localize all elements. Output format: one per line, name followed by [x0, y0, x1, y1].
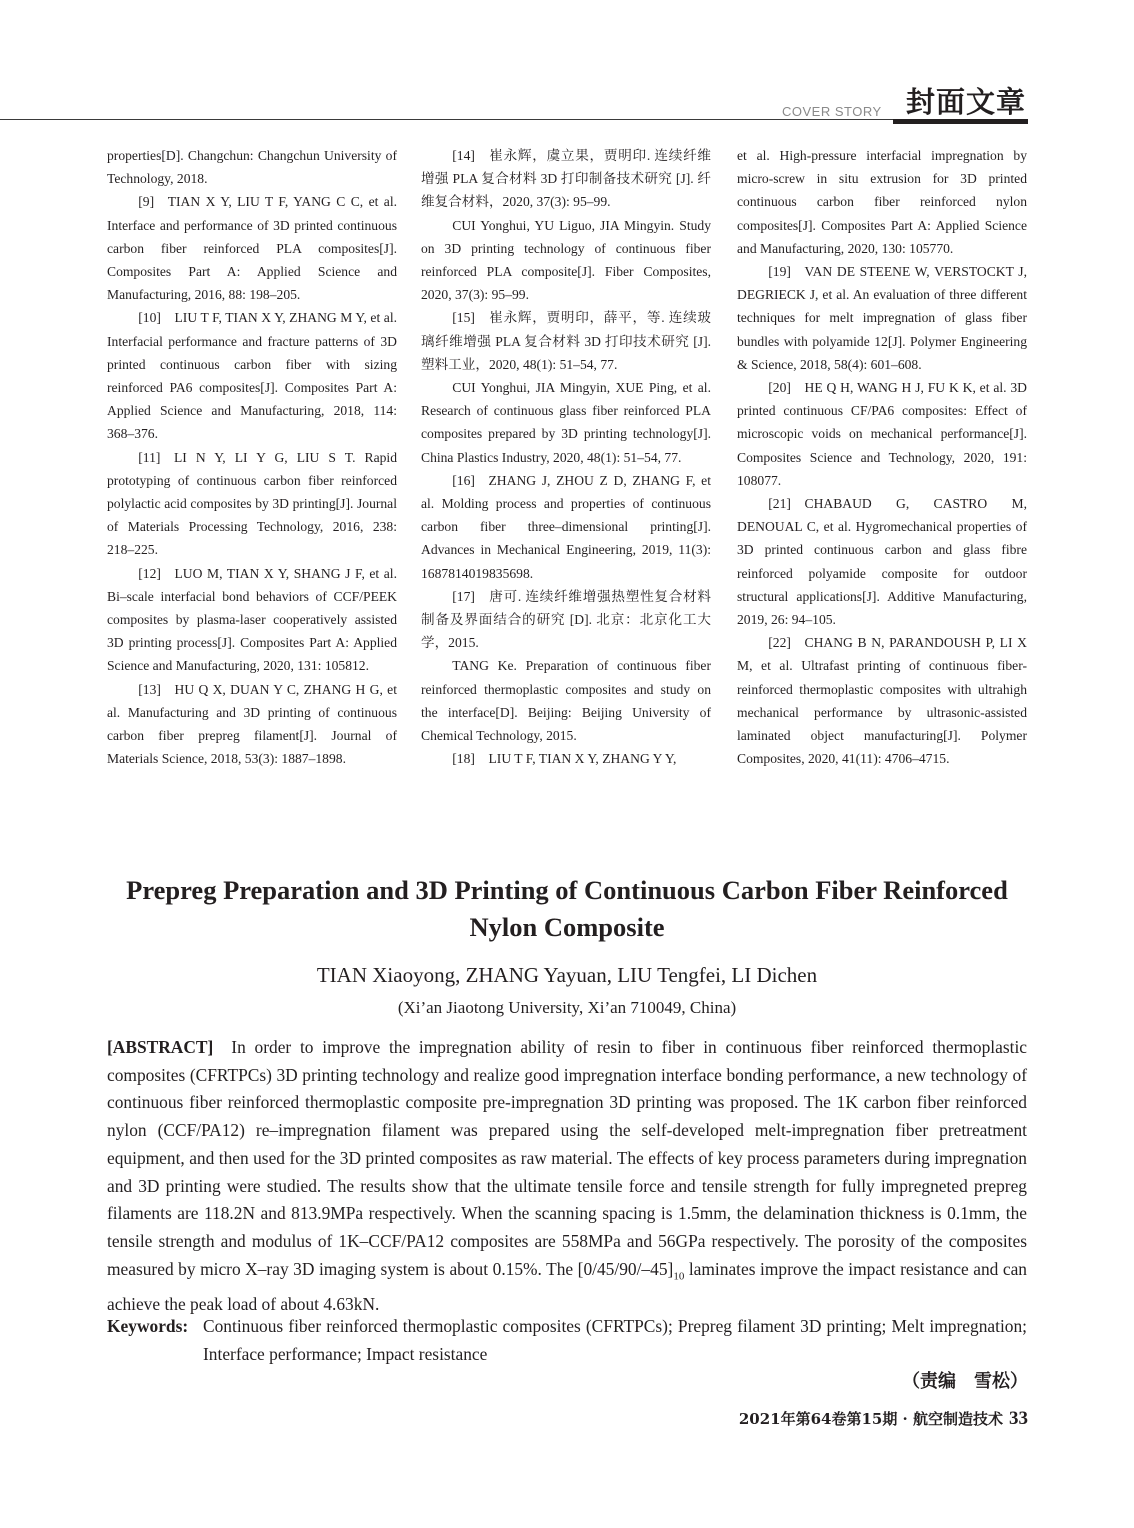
abstract-layup-subscript: 10 — [673, 1270, 685, 1283]
reference-entry: [18] LIU T F, TIAN X Y, ZHANG Y Y, — [452, 751, 677, 767]
reference-entry: [22] CHANG B N, PARANDOUSH P, LI X M, et al. Ultrafast printing of continuous fiber-reinforced thermoplastic composites with ultrahigh mechanical performance by ultrasonic-assisted laminated object manufacturing[J]. Polymer Composites, 2020, 41(11): 4706–4715. — [737, 635, 1027, 767]
page-number: 33 — [1009, 1408, 1028, 1429]
abstract-text-tail: laminates improve the impact resistance and can achieve the peak load of about 4.63kN. — [107, 1258, 1027, 1314]
section-label-en: COVER STORY — [782, 104, 882, 119]
reference-entry: [13] HU Q X, DUAN Y C, ZHANG H G, et al. Manufacturing and 3D printing of continuous carbon fiber prepreg filament[J]. Journal of Materials Science, 2018, 53(3): 1887–1898. — [107, 681, 397, 767]
editor-note: （责编 雪松） — [902, 1371, 1028, 1392]
reference-entry: [12] LUO M, TIAN X Y, SHANG J F, et al. Bi–scale interfacial bond behaviors of CCF/PEEK composites by plasma-laser cooperatively assisted 3D printing process[J]. Composites Part A: Applied Science and Manufacturing, 2020, 131: 105812. — [107, 565, 397, 674]
reference-entry: [10] LIU T F, TIAN X Y, ZHANG M Y, et al. Interfacial performance and fracture patterns of 3D printed continuous carbon fiber with sizing reinforced PA6 composites[J]. Composites Part A: Applied Science and Manufacturing, 2018, 114: 368–376. — [107, 310, 397, 442]
reference-entry: CUI Yonghui, YU Liguo, JIA Mingyin. Study on 3D printing technology of continuous fiber reinforced PLA composite[J]. Fiber Composites, 2020, 37(3): 95–99. — [421, 217, 711, 303]
reference-entry: [16] ZHANG J, ZHOU Z D, ZHANG F, et al. Molding process and properties of continuous carbon fiber three–dimensional printing[J]. Advances in Mechanical Engineering, 2019, 11(3): 1687814019835698. — [421, 472, 711, 581]
reference-entry: [20] HE Q H, WANG H J, FU K K, et al. 3D printed continuous CF/PA6 composites: Effect of microscopic voids on mechanical performance[J]. Composites Science and Technology, 2020, 191: 108077. — [737, 380, 1027, 488]
reference-entry: properties[D]. Changchun: Changchun University of Technology, 2018. — [107, 148, 397, 187]
reference-entry: [14] 崔永辉，虞立果，贾明印. 连续纤维增强 PLA 复合材料 3D 打印制备技术研究 [J]. 纤维复合材料，2020, 37(3): 95–99. — [421, 148, 711, 210]
reference-entry: et al. High-pressure interfacial impregnation by micro-screw in situ extrusion for 3D printed continuous carbon fiber reinforced nylon composites[J]. Composites Part A: Applied Science and Manufacturing, 2020, 130: 105770. — [737, 148, 1027, 256]
section-label-cn: 封面文章 — [906, 85, 1027, 119]
reference-entry: [17] 唐可. 连续纤维增强热塑性复合材料制备及界面结合的研究 [D]. 北京：北京化工大学，2015. — [421, 588, 711, 651]
reference-entry: [11] LI N Y, LI Y G, LIU S T. Rapid prototyping of continuous carbon fiber reinforced polylactic acid composites by 3D printing[J]. Journal of Materials Processing Technology, 2016, 238: 218–225. — [107, 449, 397, 558]
reference-entry: [9] TIAN X Y, LIU T F, YANG C C, et al. Interface and performance of 3D printed continuous carbon fiber reinforced PLA composites[J]. Composites Part A: Applied Science and Manufacturing, 2016, 88: 198–205. — [107, 194, 397, 303]
abstract-label: [ABSTRACT] — [107, 1037, 214, 1057]
abstract-text: In order to improve the impregnation ability of resin to fiber in continuous fiber reinforced thermoplastic composites (CFRTPCs) 3D printing technology and realize good impregnation interface bonding performance, a new technology of continuous fiber reinforced thermoplastic composite pre-impregnation 3D printing was proposed. The 1K carbon fiber reinforced nylon (CCF/PA12) re–impregnation filament was prepared using the self-developed melt-impregnation fiber pretreatment equipment, and then used for the 3D printed composites as raw material. The effects of key process parameters during impregnation and 3D printing were studied. The results show that the ultimate tensile force and tensile strength for fully impregneted prepreg filaments are 118.2N and 813.9MPa respectively. When the scanning spacing is 1.5mm, the delamination thickness is 0.1mm, the tensile strength and modulus of 1K–CCF/PA12 composites are 558MPa and 56GPa respectively. The porosity of the composites measured by micro X–ray 3D imaging system is about 0.15%. The — [107, 1037, 1027, 1279]
header-rule — [0, 119, 1028, 120]
article-authors: TIAN Xiaoyong, ZHANG Yayuan, LIU Tengfei, LI Dichen — [316, 963, 818, 987]
reference-entry: [15] 崔永辉，贾明印，薛平，等. 连续玻璃纤维增强 PLA 复合材料 3D 打印技术研究 [J]. 塑料工业，2020, 48(1): 51–54, 77. — [421, 310, 711, 372]
abstract-layup: [0/45/90/–45] — [577, 1258, 674, 1279]
references-column-1 — [107, 144, 397, 770]
references-column-3 — [737, 144, 1027, 770]
abstract-paragraph — [107, 1034, 1027, 1319]
references-column-2 — [421, 144, 711, 770]
reference-entry: TANG Ke. Preparation of continuous fiber reinforced thermoplastic composites and study on the interface[D]. Beijing: Beijing University of Chemical Technology, 2015. — [421, 658, 711, 744]
keywords-text: Continuous fiber reinforced thermoplastic composites (CFRTPCs); Prepreg filament 3D printing; Melt impregnation; Interface performance; Impact resistance — [203, 1316, 1027, 1364]
reference-entry: CUI Yonghui, JIA Mingyin, XUE Ping, et al. Research of continuous glass fiber reinforced PLA composites prepared by 3D printing technology[J]. China Plastics Industry, 2020, 48(1): 51–54, 77. — [421, 380, 711, 465]
page-footer — [739, 1408, 1028, 1430]
keywords-label: Keywords: — [107, 1316, 189, 1336]
reference-entry: [19] VAN DE STEENE W, VERSTOCKT J, DEGRIECK J, et al. An evaluation of three different techniques for melt impregnation of glass fiber bundles with polyamide 12[J]. Polymer Engineering & Science, 2018, 58(4): 601–608. — [737, 264, 1027, 372]
journal-issue: 2021年第64卷第15期 · 航空制造技术 — [738, 1410, 1003, 1428]
article-title-en: Prepreg Preparation and 3D Printing of Continuous Carbon Fiber Reinforced Nylon Composite — [126, 875, 1008, 942]
article-affiliation: (Xi’an Jiaotong University, Xi’an 710049, China) — [397, 998, 737, 1017]
reference-entry: [21] CHABAUD G, CASTRO M, DENOUAL C, et al. Hygromechanical properties of 3D printed continuous carbon and glass fibre reinforced polyamide composite for outdoor structural applications[J]. Additive Manufacturing, 2019, 26: 94–105. — [737, 496, 1027, 628]
